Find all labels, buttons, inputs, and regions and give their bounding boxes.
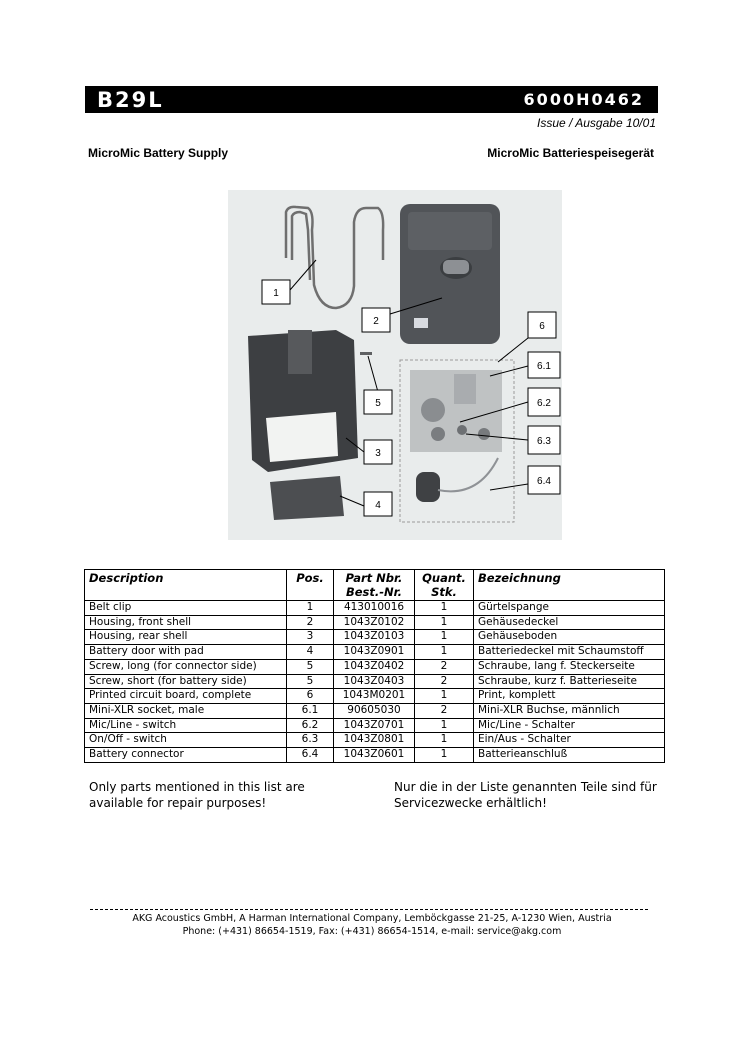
callout-6-4: 6.4 — [537, 476, 551, 487]
cell-qty: 1 — [415, 601, 474, 616]
header-part-line1: Part Nbr. — [345, 571, 403, 585]
header-part-line2: Best.-Nr. — [345, 585, 403, 599]
table-row — [85, 630, 665, 645]
title-german: MicroMic Batteriespeisegerät — [487, 146, 654, 160]
table-header-row — [85, 570, 665, 601]
table-row — [85, 674, 665, 689]
callout-5: 5 — [375, 398, 381, 409]
cell-pos: 5 — [287, 674, 334, 689]
cell-part: 1043Z0103 — [334, 630, 415, 645]
cell-qty: 2 — [415, 674, 474, 689]
cell-part: 1043Z0701 — [334, 718, 415, 733]
cell-pos: 6.3 — [287, 733, 334, 748]
cell-description: Battery connector — [85, 748, 287, 763]
table-row — [85, 689, 665, 704]
cell-description: Housing, rear shell — [85, 630, 287, 645]
table-row — [85, 659, 665, 674]
cell-qty: 1 — [415, 718, 474, 733]
footer-divider — [90, 909, 648, 910]
cell-pos: 4 — [287, 645, 334, 660]
cell-part: 1043Z0601 — [334, 748, 415, 763]
exploded-view-photo — [228, 190, 562, 540]
cell-pos: 6.1 — [287, 703, 334, 718]
cell-part: 1043Z0801 — [334, 733, 415, 748]
callout-6: 6 — [539, 321, 545, 332]
header-qty-line1: Quant. — [422, 571, 466, 585]
issue-date: Issue / Ausgabe 10/01 — [537, 116, 656, 130]
model-name: B29L — [97, 88, 164, 112]
note-english: Only parts mentioned in this list are available for repair purposes! — [89, 780, 305, 810]
callout-6-2: 6.2 — [537, 398, 551, 409]
screw-shape — [360, 352, 372, 355]
header-bar — [85, 86, 658, 113]
header-pos: Pos. — [287, 570, 334, 601]
parts-table — [84, 569, 665, 763]
cell-bezeichnung: Batterieanschluß — [474, 748, 665, 763]
cell-qty: 1 — [415, 689, 474, 704]
table-row — [85, 615, 665, 630]
document-number: 6000H0462 — [523, 90, 644, 109]
cell-bezeichnung: Mic/Line - Schalter — [474, 718, 665, 733]
cell-description: Mic/Line - switch — [85, 718, 287, 733]
cell-part: 413010016 — [334, 601, 415, 616]
header-qty-line2: Stk. — [431, 585, 457, 599]
cell-pos: 3 — [287, 630, 334, 645]
cell-bezeichnung: Mini-XLR Buchse, männlich — [474, 703, 665, 718]
cell-qty: 1 — [415, 615, 474, 630]
cell-pos: 5 — [287, 659, 334, 674]
cell-qty: 1 — [415, 733, 474, 748]
callout-6-3: 6.3 — [537, 436, 551, 447]
cell-description: Housing, front shell — [85, 615, 287, 630]
cell-description: Screw, long (for connector side) — [85, 659, 287, 674]
callout-3: 3 — [375, 448, 381, 459]
header-description: Description — [85, 570, 287, 601]
cell-qty: 1 — [415, 630, 474, 645]
cell-bezeichnung: Print, komplett — [474, 689, 665, 704]
cell-pos: 6.4 — [287, 748, 334, 763]
header-part-number — [334, 570, 415, 601]
footer-contact: Phone: (+431) 86654-1519, Fax: (+431) 86654-1514, e-mail: service@akg.com — [182, 926, 562, 937]
table-row — [85, 718, 665, 733]
cell-description: On/Off - switch — [85, 733, 287, 748]
cell-pos: 1 — [287, 601, 334, 616]
cell-part: 1043Z0402 — [334, 659, 415, 674]
callout-2: 2 — [373, 316, 379, 327]
footer-address: AKG Acoustics GmbH, A Harman International Company, Lemböckgasse 21-25, A-1230 Wien, Austria — [132, 913, 612, 924]
front-shell-shape — [400, 204, 500, 344]
cell-bezeichnung: Gehäuseboden — [474, 630, 665, 645]
battery-door-shape — [270, 476, 344, 520]
table-row — [85, 748, 665, 763]
cell-part: 1043Z0901 — [334, 645, 415, 660]
cell-part: 1043Z0403 — [334, 674, 415, 689]
header-bezeichnung: Bezeichnung — [474, 570, 665, 601]
callout-6-1: 6.1 — [537, 361, 551, 372]
header-quantity — [415, 570, 474, 601]
note-german: Nur die in der Liste genannten Teile sind für Servicezwecke erhältlich! — [394, 780, 657, 810]
cell-qty: 1 — [415, 645, 474, 660]
cell-part: 1043M0201 — [334, 689, 415, 704]
table-row — [85, 733, 665, 748]
cell-qty: 2 — [415, 659, 474, 674]
cell-bezeichnung: Gürtelspange — [474, 601, 665, 616]
cell-description: Battery door with pad — [85, 645, 287, 660]
title-english: MicroMic Battery Supply — [88, 146, 229, 160]
cell-pos: 6.2 — [287, 718, 334, 733]
table-row — [85, 703, 665, 718]
cell-part: 1043Z0102 — [334, 615, 415, 630]
cell-qty: 2 — [415, 703, 474, 718]
cell-bezeichnung: Batteriedeckel mit Schaumstoff — [474, 645, 665, 660]
table-row — [85, 601, 665, 616]
cell-bezeichnung: Schraube, kurz f. Batterieseite — [474, 674, 665, 689]
cell-pos: 2 — [287, 615, 334, 630]
cell-bezeichnung: Ein/Aus - Schalter — [474, 733, 665, 748]
rear-shell-shape — [248, 330, 358, 472]
cell-bezeichnung: Gehäusedeckel — [474, 615, 665, 630]
cell-part: 90605030 — [334, 703, 415, 718]
callout-1: 1 — [273, 288, 279, 299]
cell-description: Printed circuit board, complete — [85, 689, 287, 704]
table-row — [85, 645, 665, 660]
cell-description: Mini-XLR socket, male — [85, 703, 287, 718]
cell-description: Screw, short (for battery side) — [85, 674, 287, 689]
cell-description: Belt clip — [85, 601, 287, 616]
cell-qty: 1 — [415, 748, 474, 763]
cell-pos: 6 — [287, 689, 334, 704]
callout-4: 4 — [375, 500, 381, 511]
cell-bezeichnung: Schraube, lang f. Steckerseite — [474, 659, 665, 674]
